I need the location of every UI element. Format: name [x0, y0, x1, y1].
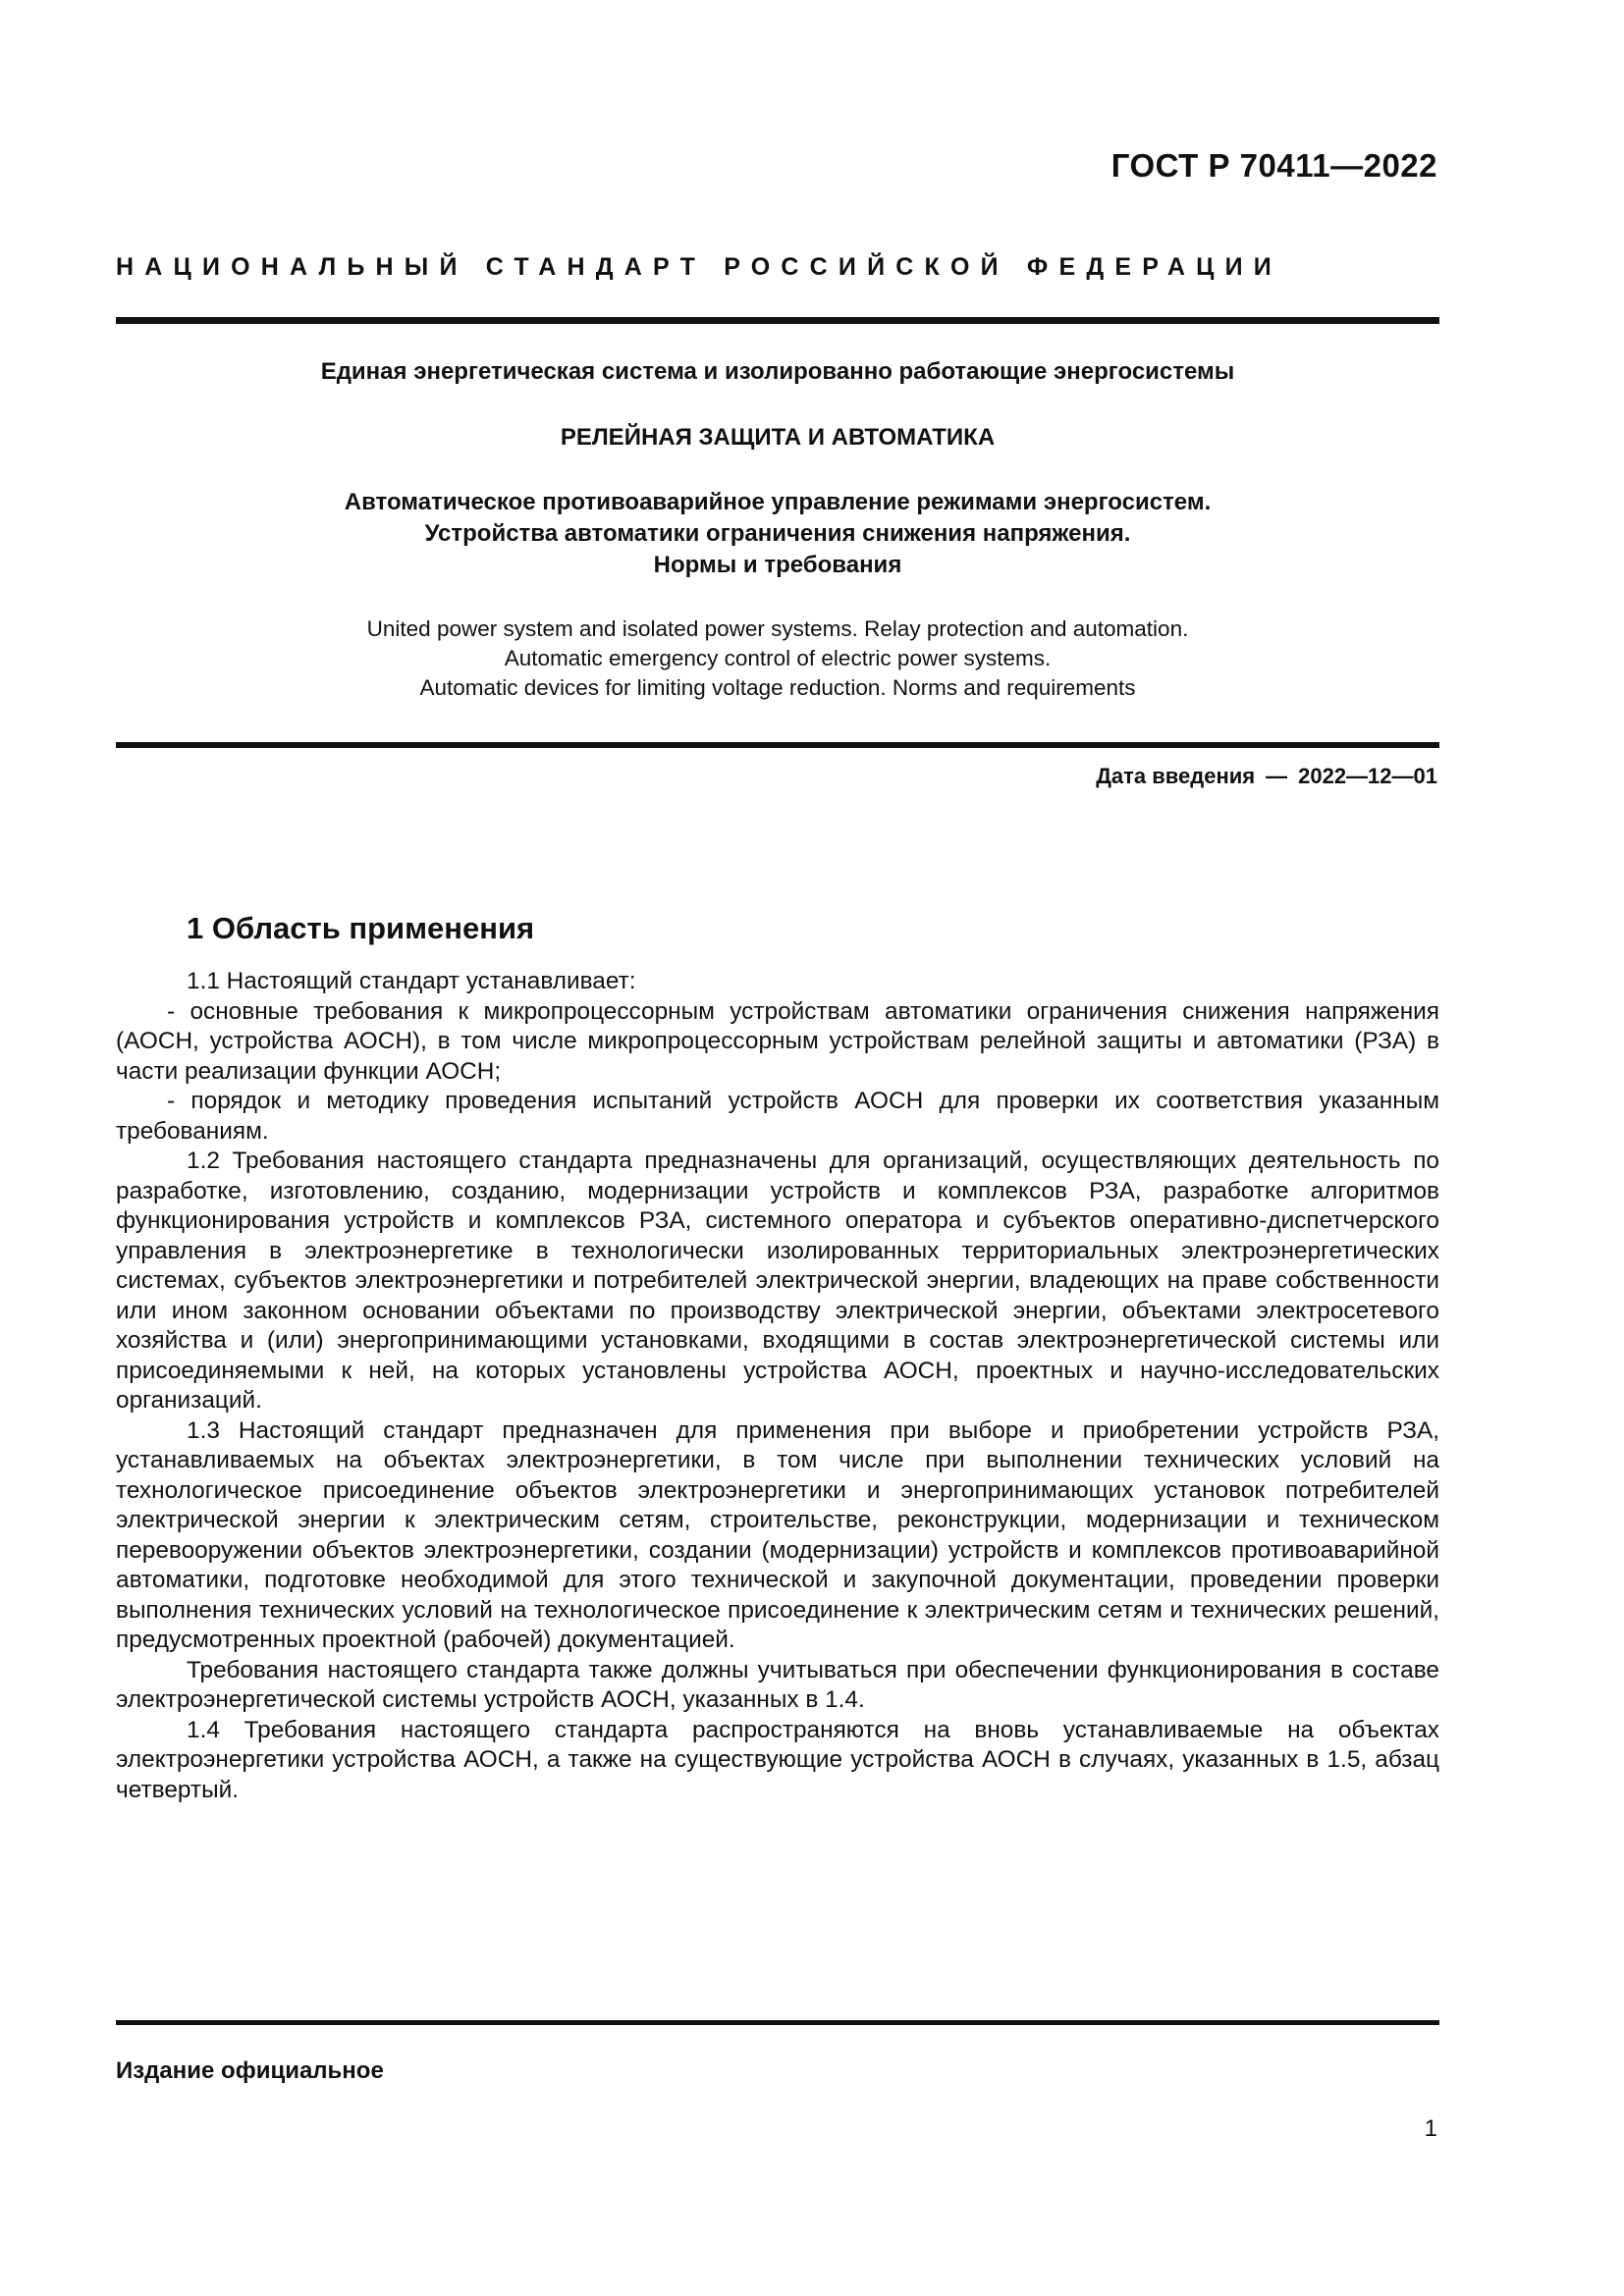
official-edition-label: Издание официальное: [116, 2057, 384, 2084]
top-rule: [116, 317, 1439, 324]
list-item: - основные требования к микропроцессорным устройствам автоматики ограничения снижения напряжения (АОСН, устройства АОСН), в том числе микропроцессорным устройствам релейной защиты и автоматики (РЗА) в части реализации функции АОСН;: [116, 997, 1439, 1085]
introduction-date-label: Дата введения: [1096, 764, 1256, 788]
standard-number: ГОСТ Р 70411—2022: [1110, 147, 1437, 184]
middle-rule: [116, 742, 1439, 748]
title-english-line: United power system and isolated power systems. Relay protection and automation.: [366, 616, 1189, 641]
introduction-date-value: 2022—12—01: [1298, 764, 1437, 788]
title-subject-line: Нормы и требования: [653, 552, 902, 578]
title-subject: [116, 487, 1439, 581]
title-subject-line: Автоматическое противоаварийное управление режимами энергосистем.: [344, 489, 1212, 515]
bottom-rule: [116, 2020, 1439, 2025]
section-heading: 1 Область применения: [187, 911, 535, 945]
page-number: 1: [1424, 2115, 1437, 2142]
title-english-line: Automatic emergency control of electric power systems.: [504, 646, 1052, 670]
paragraph: 1.4 Требования настоящего стандарта распространяются на вновь устанавливаемые на объектах электроэнергетики устройства АОСН, а также на существующие устройства АОСН в случаях, указанных в 1.5, абзац четвертый.: [116, 1716, 1439, 1803]
title-system: Единая энергетическая система и изолированно работающие энергосистемы: [320, 358, 1235, 385]
title-english: [116, 614, 1439, 703]
list-item: - порядок и методику проведения испытаний устройств АОСН для проверки их соответствия указанным требованиям.: [116, 1088, 1439, 1145]
paragraph: Требования настоящего стандарта также должны учитываться при обеспечении функционирования в составе электроэнергетической системы устройств АОСН, указанных в 1.4.: [116, 1656, 1439, 1713]
title-subject-line: Устройства автоматики ограничения снижения напряжения.: [424, 520, 1131, 547]
title-english-line: Automatic devices for limiting voltage reduction. Norms and requirements: [419, 675, 1136, 700]
paragraph: 1.2 Требования настоящего стандарта предназначены для организаций, осуществляющих деятельность по разработке, изготовлению, созданию, модернизации устройств и комплексов РЗА, разработке алгоритмов функционирования устройств и комплексов РЗА, системного оператора и субъектов оперативно-диспетчерского управления в электроэнергетике в технологически изолированных территориальных электроэнергетических системах, субъектов электроэнергетики и потребителей электрической энергии, владеющих на праве собственности или ином законном основании объектами по производству электрической энергии, объектами электросетевого хозяйства и (или) энергопринимающими установками, входящими в состав электроэнергетической системы или присоединяемыми к ней, на которых установлены устройства АОСН, проектных и научно-исследовательских организаций.: [116, 1148, 1439, 1414]
paragraph: 1.1 Настоящий стандарт устанавливает:: [187, 968, 636, 994]
introduction-date: [1096, 764, 1437, 789]
introduction-date-separator: —: [1266, 764, 1288, 788]
title-main: РЕЛЕЙНАЯ ЗАЩИТА И АВТОМАТИКА: [560, 424, 996, 451]
paragraph: 1.3 Настоящий стандарт предназначен для применения при выборе и приобретении устройств РЗА, устанавливаемых на объектах электроэнергетики, в том числе при выполнении технических условий на технологическое присоединение объектов электроэнергетики и энергопринимающих установок потребителей электрической энергии к электрическим сетям, строительстве, реконструкции, модернизации и техническом перевооружении объектов электроэнергетики, создании (модернизации) устройств и комплексов противоаварийной автоматики, подготовке необходимой для этого технической и закупочной документации, проведении проверки выполнения технических условий на технологическое присоединение к электрическим сетям и технических решений, предусмотренных проектной (рабочей) документацией.: [116, 1416, 1439, 1653]
section-body: [116, 967, 1439, 1805]
national-standard-banner: НАЦИОНАЛЬНЫЙ СТАНДАРТ РОССИЙСКОЙ ФЕДЕРАЦИИ: [116, 253, 1282, 281]
